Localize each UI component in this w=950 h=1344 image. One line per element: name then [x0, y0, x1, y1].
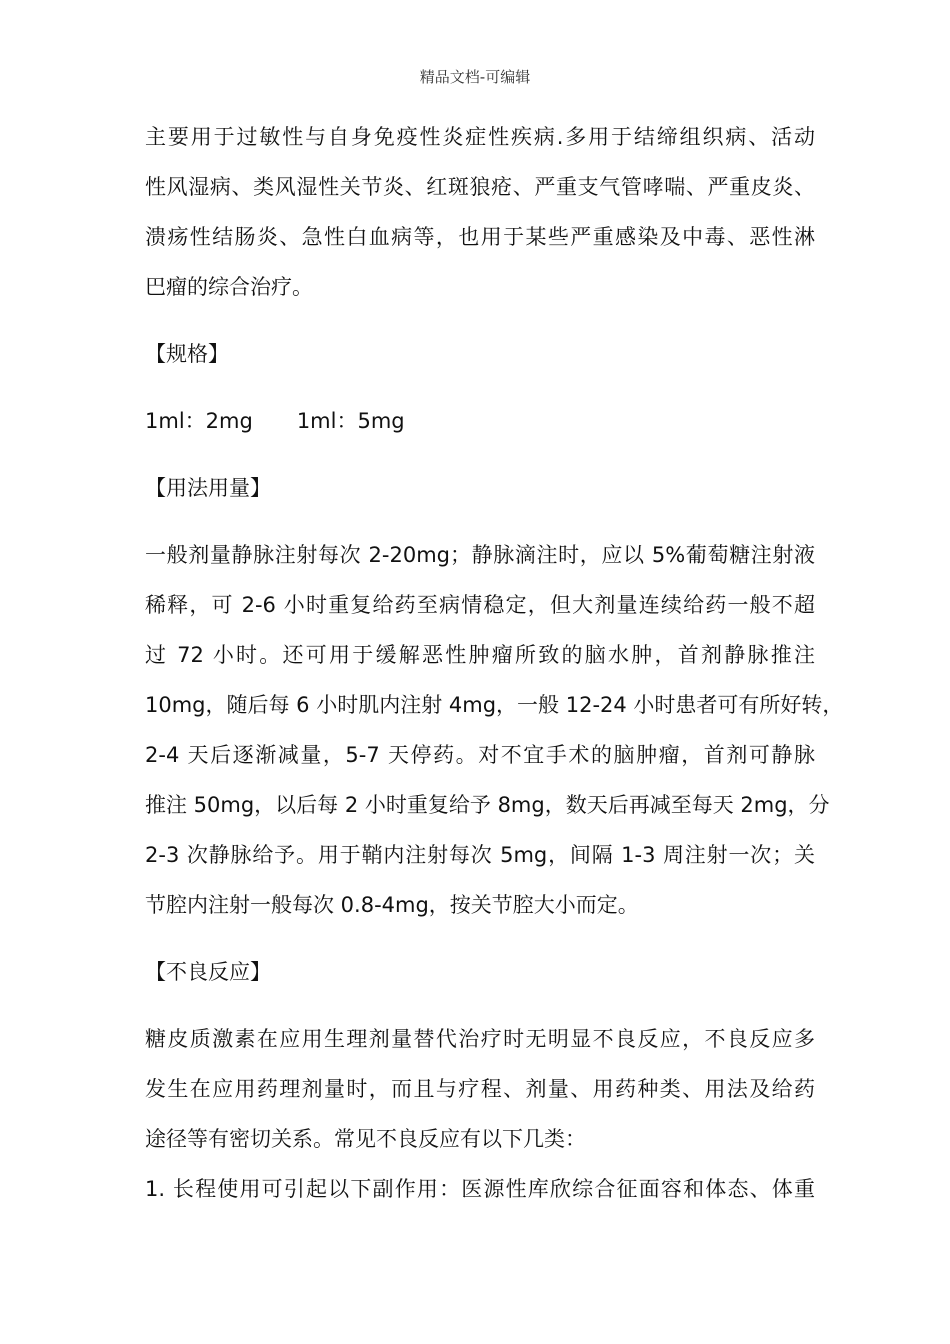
text-line: 途径等有密切关系。常见不良反应有以下几类： [145, 1127, 586, 1151]
text-line: 2-3 次静脉给予。用于鞘内注射每次 5mg，间隔 1-3 周注射一次；关 [145, 843, 815, 867]
page-header: 精品文档-可编辑 [419, 68, 531, 86]
text-line: 性风湿病、类风湿性关节炎、红斑狼疮、严重支气管哮喘、严重皮炎、 [145, 175, 815, 199]
section-heading-adverse: 【不良反应】 [145, 960, 271, 984]
text-line: 稀释，可 2-6 小时重复给药至病情稳定，但大剂量连续给药一般不超 [145, 593, 815, 617]
text-line: 主要用于过敏性与自身免疫性炎症性疾病.多用于结缔组织病、活动 [145, 125, 815, 149]
text-line: 节腔内注射一般每次 0.8-4mg，按关节腔大小而定。 [145, 893, 639, 917]
text-line: 过 72 小时。还可用于缓解恶性肿瘤所致的脑水肿，首剂静脉推注 [145, 643, 815, 667]
text-line: 巴瘤的综合治疗。 [145, 275, 313, 299]
section-heading-usage: 【用法用量】 [145, 476, 271, 500]
document-body [145, 112, 844, 1214]
spec-item: 1ml：5mg [296, 409, 405, 433]
text-line: 糖皮质激素在应用生理剂量替代治疗时无明显不良反应，不良反应多 [145, 1027, 815, 1051]
text-line: 一般剂量静脉注射每次 2-20mg；静脉滴注时，应以 5%葡萄糖注射液 [145, 543, 815, 567]
text-line: 发生在应用药理剂量时，而且与疗程、剂量、用药种类、用法及给药 [145, 1077, 815, 1101]
text-line: 1. 长程使用可引起以下副作用：医源性库欣综合征面容和体态、体重 [145, 1177, 815, 1201]
text-line: 10mg，随后每 6 小时肌内注射 4mg，一般 12-24 小时患者可有所好转， [145, 693, 844, 717]
indications-paragraph [145, 112, 815, 312]
usage-paragraph [145, 530, 844, 930]
text-line: 2-4 天后逐渐减量，5-7 天停药。对不宜手术的脑肿瘤，首剂可静脉 [145, 743, 815, 767]
text-line: 溃疡性结肠炎、急性白血病等，也用于某些严重感染及中毒、恶性淋 [145, 225, 815, 249]
text-line: 推注 50mg，以后每 2 小时重复给予 8mg，数天后再减至每天 2mg，分 [145, 793, 830, 817]
adverse-paragraph [145, 1014, 815, 1214]
spec-item: 1ml：2mg [145, 409, 253, 433]
spec-values [145, 396, 815, 446]
section-heading-spec: 【规格】 [145, 342, 229, 366]
